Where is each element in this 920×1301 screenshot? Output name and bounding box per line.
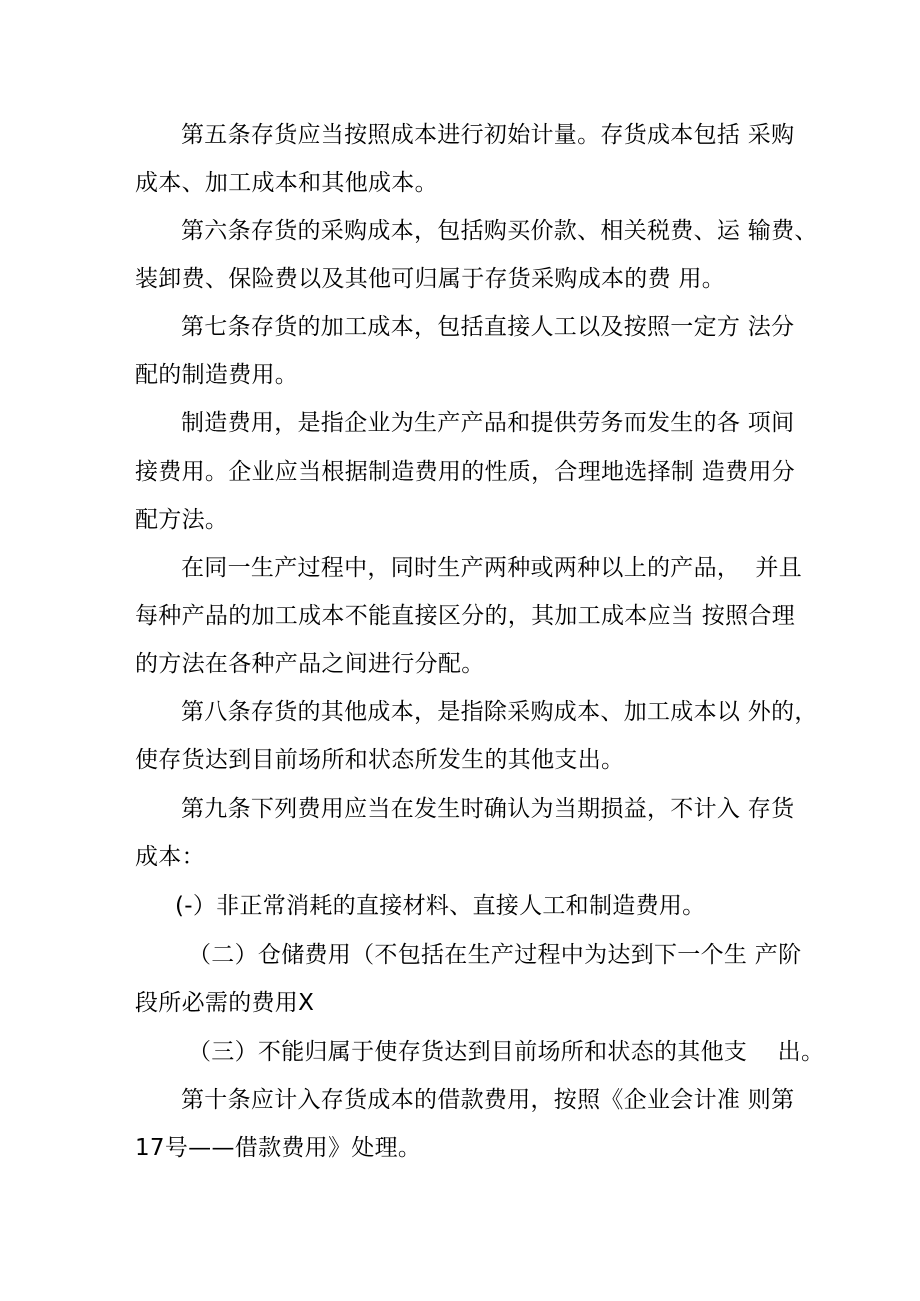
text-line: 的方法在各种产品之间进行分配。: [135, 651, 485, 677]
text-line: 第五条存货应当按照成本进行初始计量。存货成本包括 采购: [181, 122, 795, 148]
text-line: 第六条存货的采购成本，包括购买价款、相关税费、运 输费、: [181, 218, 818, 244]
text-line: 配方法。: [135, 507, 229, 533]
text-line: 段所必需的费用X: [135, 990, 315, 1016]
text-line: 制造费用，是指企业为生产产品和提供劳务而发生的各 项间: [181, 410, 795, 436]
text-line: 第九条下列费用应当在发生时确认为当期损益，不计入 存货: [181, 796, 795, 822]
text-line: 第十条应计入存货成本的借款费用，按照《企业会计准 则第: [181, 1087, 795, 1113]
text-line: 使存货达到目前场所和状态所发生的其他支出。: [135, 747, 625, 773]
text-line: 接费用。企业应当根据制造费用的性质，合理地选择制 造费用分: [135, 459, 796, 485]
text-line: 装卸费、保险费以及其他可归属于存货采购成本的费 用。: [135, 266, 726, 292]
text-line: 成本：: [135, 844, 205, 870]
list-item-text: （三）不能归属于使存货达到目前场所和状态的其他支 出。: [188, 1039, 825, 1065]
text-line: 成本、加工成本和其他成本。: [135, 170, 438, 196]
text-line: 第八条存货的其他成本，是指除采购成本、加工成本以 外的，: [181, 699, 818, 725]
text-line: 在同一生产过程中，同时生产两种或两种以上的产品， 并且: [181, 555, 803, 581]
text-line: 每种产品的加工成本不能直接区分的，其加工成本应当 按照合理: [135, 603, 796, 629]
text-line: 17号——借款费用》处理。: [135, 1135, 422, 1161]
list-item-text: （二）仓储费用（不包括在生产过程中为达到下一个生 产阶: [188, 942, 802, 968]
list-item-text: (-）非正常消耗的直接材料、直接人工和制造费用。: [175, 893, 706, 919]
text-line: 第七条存货的加工成本，包括直接人工以及按照一定方 法分: [181, 314, 795, 340]
text-line: 配的制造费用。: [135, 362, 299, 388]
